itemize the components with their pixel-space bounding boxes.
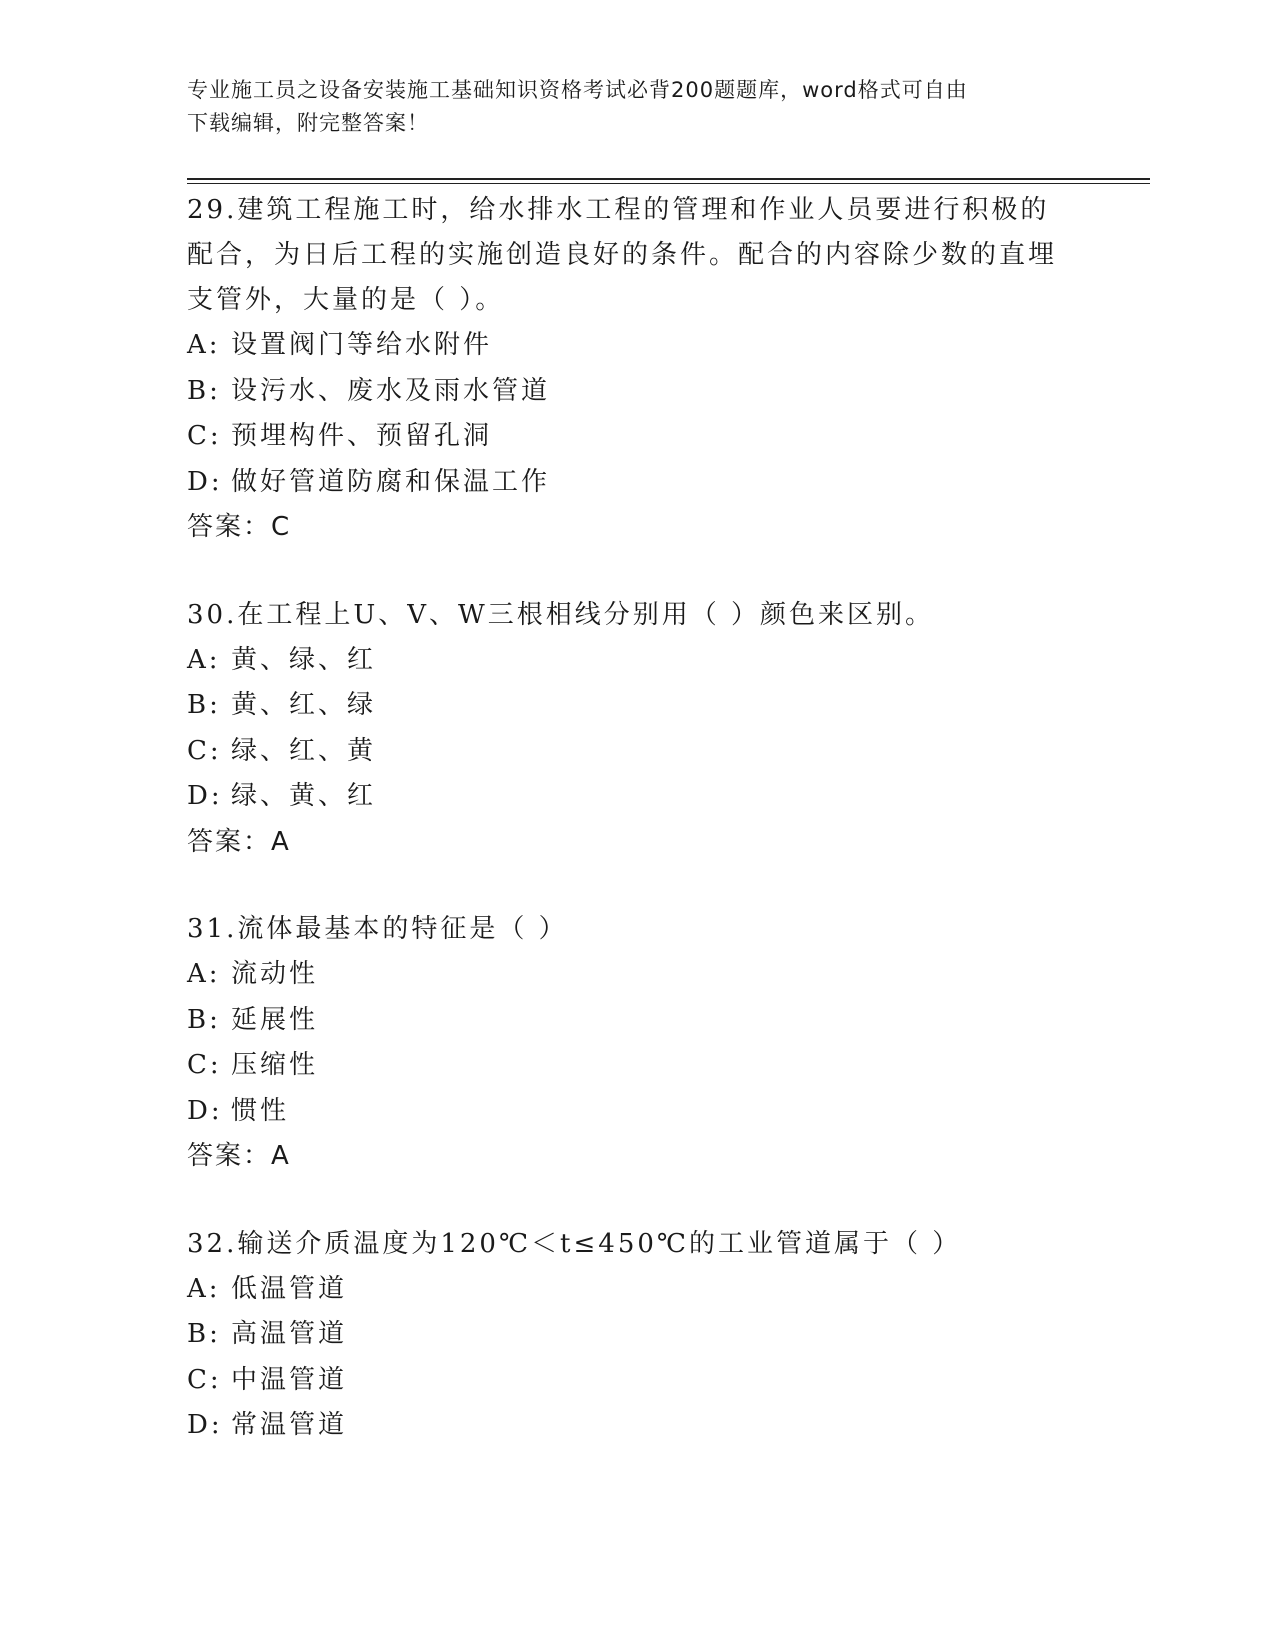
option-text: 设置阀门等给水附件 — [231, 330, 493, 360]
option-key: D: — [187, 466, 223, 497]
option-d — [187, 774, 1087, 820]
option-key: D: — [187, 781, 223, 811]
option-b — [187, 369, 1087, 415]
option-a — [187, 323, 1087, 369]
option-key: B: — [187, 375, 221, 406]
option-d — [187, 1403, 1087, 1449]
option-text: 黄、红、绿 — [231, 690, 377, 720]
option-a — [187, 952, 1087, 998]
option-text: 预埋构件、预留孔洞 — [231, 421, 493, 451]
header-divider-thick — [187, 178, 1150, 180]
option-c — [187, 1358, 1087, 1404]
option-key: B: — [187, 1004, 221, 1035]
option-key: A: — [187, 959, 221, 989]
option-b — [187, 998, 1087, 1044]
question-stem: 32.输送介质温度为120℃＜t≤450℃的工业管道属于（ ） — [187, 1228, 962, 1259]
option-text: 低温管道 — [231, 1273, 348, 1304]
question-31 — [187, 907, 1087, 1180]
option-c — [187, 414, 1087, 460]
question-stem: 29.建筑工程施工时，给水排水工程的管理和作业人员要进行积极的配合，为日后工程的实施创造良好的条件。配合的内容除少数的直埋支管外，大量的是（ ）。 — [187, 195, 1058, 315]
question-stem: 30.在工程上U、V、W三根相线分别用（ ）颜色来区别。 — [187, 599, 935, 630]
answer-line: 答案：A — [187, 826, 291, 857]
option-c — [187, 729, 1087, 775]
option-b — [187, 683, 1087, 729]
option-text: 设污水、废水及雨水管道 — [231, 375, 551, 406]
option-text: 做好管道防腐和保温工作 — [231, 466, 551, 497]
option-text: 常温管道 — [231, 1410, 348, 1440]
question-stem: 31.流体最基本的特征是（ ） — [187, 914, 568, 944]
option-key: C: — [187, 1050, 222, 1080]
question-30 — [187, 593, 1087, 866]
header-line-2: 下载编辑，附完整答案！ — [187, 111, 429, 135]
option-key: C: — [187, 1364, 222, 1395]
option-text: 惯性 — [231, 1095, 290, 1126]
option-key: B: — [187, 1319, 221, 1349]
question-32 — [187, 1222, 1087, 1449]
option-key: A: — [187, 330, 221, 360]
option-key: D: — [187, 1095, 223, 1126]
option-d — [187, 1089, 1087, 1135]
option-key: B: — [187, 690, 221, 720]
option-text: 绿、红、黄 — [231, 735, 377, 766]
option-key: C: — [187, 735, 222, 766]
option-text: 高温管道 — [231, 1319, 348, 1349]
option-text: 绿、黄、红 — [231, 781, 377, 811]
option-text: 黄、绿、红 — [231, 644, 377, 675]
option-key: A: — [187, 1273, 221, 1304]
option-key: A: — [187, 644, 221, 675]
option-text: 压缩性 — [231, 1050, 319, 1080]
document-header — [187, 74, 1067, 140]
option-a — [187, 1267, 1087, 1313]
option-text: 中温管道 — [231, 1364, 348, 1395]
option-key: C: — [187, 421, 222, 451]
answer-line: 答案：A — [187, 1141, 291, 1171]
question-list — [187, 188, 1087, 1491]
header-divider-thin — [187, 183, 1150, 184]
option-c — [187, 1043, 1087, 1089]
option-text: 延展性 — [231, 1004, 319, 1035]
question-29 — [187, 188, 1087, 551]
option-a — [187, 638, 1087, 684]
option-b — [187, 1312, 1087, 1358]
option-key: D: — [187, 1410, 223, 1440]
option-text: 流动性 — [231, 959, 319, 989]
option-d — [187, 460, 1087, 506]
header-line-1: 专业施工员之设备安装施工基础知识资格考试必背200题题库，word格式可自由 — [187, 78, 968, 102]
answer-line: 答案：C — [187, 512, 292, 542]
